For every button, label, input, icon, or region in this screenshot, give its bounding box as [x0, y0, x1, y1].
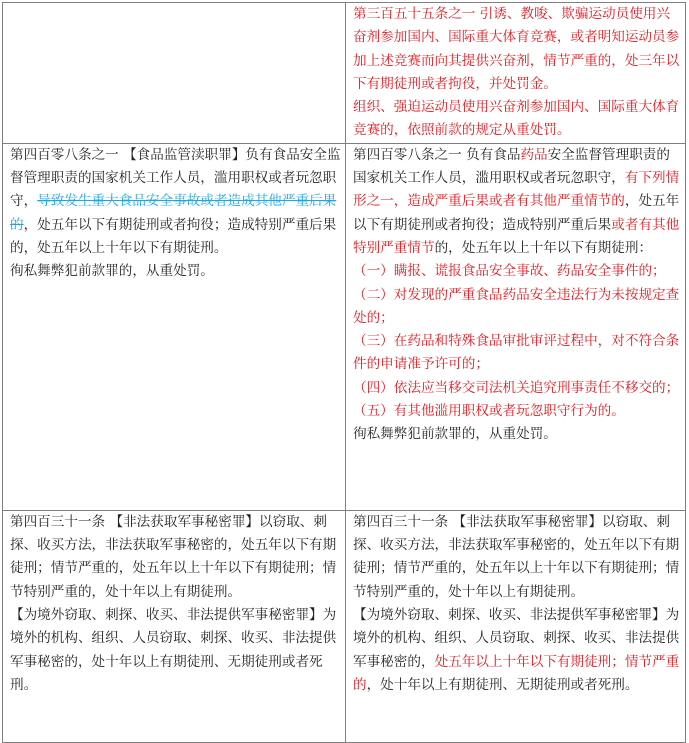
added-text: 有下列情形之一，造成严重后果或者有其他严重情节的 — [353, 170, 680, 210]
row3-left-cell — [3, 510, 346, 742]
table-row — [3, 143, 686, 510]
list-item: （三）在药品和特殊食品审批审评过程中，对不符合条件的申请准予许可的； — [353, 333, 680, 373]
law-comparison-table — [2, 2, 686, 743]
list-item: （五）有其他滥用职权或者玩忽职守行为的。 — [353, 403, 625, 420]
article-355-1-para1: 第三百五十五条之一 引诱、教唆、欺骗运动员使用兴奋剂参加国内、国际重大体育竞赛，或者明知运动员参加上述竞赛而向其提供兴奋剂，情节严重的，处三年以下有期徒刑或者拘役，并处罚金。 — [353, 6, 680, 92]
row3-right-cell — [346, 510, 686, 742]
deleted-text: 导致发生重大食品安全事故或者造成其他严重后果的 — [10, 193, 337, 233]
text-segment: ，处五年以下有期徒刑或者拘役；造成特别严重后果 — [353, 193, 680, 233]
text-segment: 第四百零八条之一 【食品监管渎职罪】负有食品安全监督管理职责的国家机关工作人员，滥用职权或者玩忽职守， — [10, 146, 341, 210]
article-431-new-para1: 第四百三十一条 【非法获取军事秘密罪】以窃取、刺探、收买方法，非法获取军事秘密的，处五年以下有期徒刑；情节严重的，处五年以上十年以下有期徒刑；情节特别严重的，处十年以上有期徒刑。 — [353, 513, 680, 600]
article-408-1-old-para2: 徇私舞弊犯前款罪的，从重处罚。 — [10, 263, 214, 280]
row1-left-cell — [3, 3, 346, 144]
table-row — [3, 3, 686, 144]
article-431-new-para2 — [353, 604, 682, 697]
article-408-1-old-para1 — [10, 144, 342, 260]
row2-right-cell — [346, 143, 686, 510]
added-text: 处五年以上十年以下有期徒刑；情节严重的 — [353, 653, 680, 693]
article-431-old-para2: 【为境外窃取、刺探、收买、非法提供军事秘密罪】为境外的机构、组织、人员窃取、刺探、收买、非法提供军事秘密的，处十年以上有期徒刑、无期徒刑或者死刑。 — [10, 606, 337, 693]
text-segment: 的，处五年以上十年以下有期徒刑： — [434, 239, 653, 256]
text-segment: 【为境外窃取、刺探、收买、非法提供军事秘密罪】为境外的机构、组织、人员窃取、刺探、收买、非法提供军事秘密的， — [353, 606, 680, 670]
article-408-1-new-last-para: 徇私舞弊犯前款罪的，从重处罚。 — [353, 426, 557, 443]
list-item: （四）依法应当移交司法机关追究刑事责任不移交的； — [353, 379, 680, 396]
text-segment: ，处十年以上有期徒刑、无期徒刑或者死刑。 — [366, 676, 639, 693]
list-item: （二）对发现的严重食品药品安全违法行为未按规定查处的； — [353, 286, 680, 326]
article-408-1-new-para1 — [353, 144, 682, 260]
added-text: 药品 — [520, 146, 548, 163]
text-segment: ，处五年以下有期徒刑或者拘役；造成特别严重后果的，处五年以上十年以下有期徒刑。 — [10, 216, 337, 256]
article-355-1-para2: 组织、强迫运动员使用兴奋剂参加国内、国际重大体育竞赛的，依照前款的规定从重处罚。 — [353, 99, 680, 139]
table-row — [3, 510, 686, 742]
added-text: 或者有其他特别严重情节 — [353, 216, 680, 256]
text-segment: 安全监督管理职责的国家机关工作人员，滥用职权或者玩忽职守， — [353, 146, 670, 187]
row2-left-cell — [3, 143, 346, 510]
text-segment: 第四百零八条之一 负有食品 — [353, 146, 521, 163]
article-431-old-para1: 第四百三十一条 【非法获取军事秘密罪】以窃取、刺探、收买方法，非法获取军事秘密的，处五年以下有期徒刑；情节严重的，处五年以上十年以下有期徒刑；情节特别严重的，处十年以上有期徒刑。 — [10, 513, 337, 600]
row1-right-cell — [346, 3, 686, 144]
list-item: （一）瞒报、谎报食品安全事故、药品安全事件的； — [353, 263, 666, 280]
